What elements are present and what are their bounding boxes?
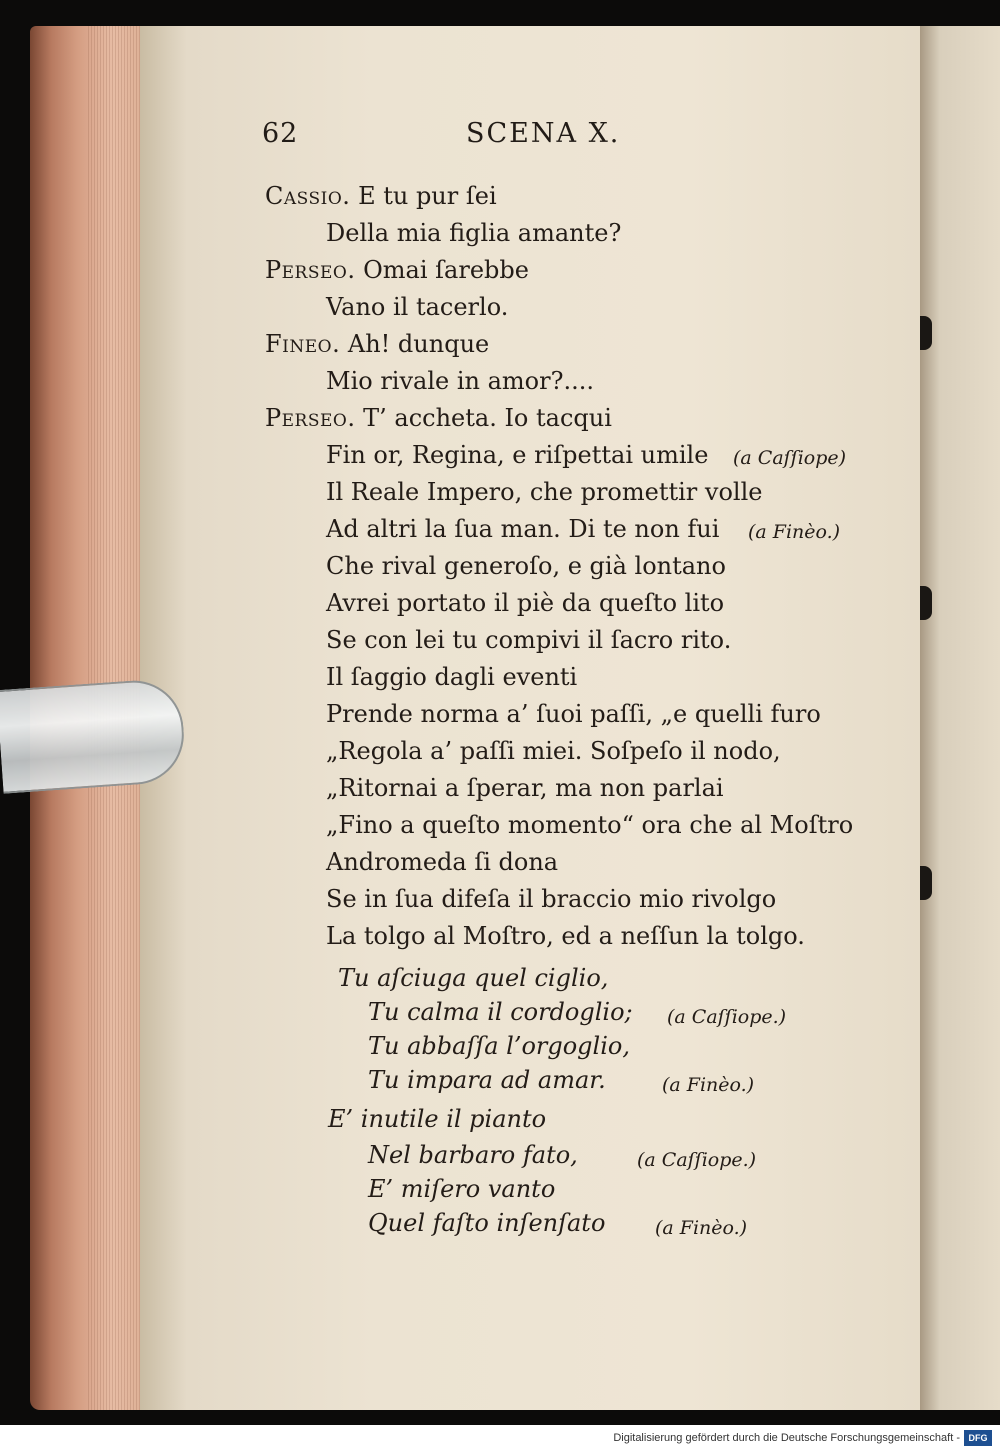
facing-page-edge bbox=[920, 26, 1000, 1410]
line-text: Che rival generoſo, e già lontano bbox=[326, 552, 726, 580]
page-tab bbox=[920, 866, 932, 900]
line-text: Se con lei tu compivi il ſacro rito. bbox=[326, 626, 732, 654]
stage-direction: (a Caſſiope) bbox=[733, 447, 847, 469]
running-head: SCENA X. bbox=[466, 118, 621, 149]
line-text: Della mia figlia amante? bbox=[326, 219, 622, 247]
line-text: Il Reale Impero, che promettir volle bbox=[326, 478, 763, 506]
page-tab bbox=[920, 586, 932, 620]
line-text: E tu pur ſei bbox=[358, 182, 497, 210]
text-line bbox=[265, 402, 612, 434]
text-line bbox=[265, 254, 529, 286]
line-text: Mio rivale in amor?.... bbox=[326, 367, 594, 395]
text-line bbox=[265, 328, 489, 360]
line-text: Vano il tacerlo. bbox=[326, 293, 509, 321]
text-line bbox=[326, 772, 724, 804]
page-header bbox=[262, 118, 830, 158]
text-line bbox=[326, 809, 853, 841]
line-text: Il ſaggio dagli eventi bbox=[326, 663, 578, 691]
aria-line: Quel faſto inſenſato bbox=[368, 1209, 606, 1237]
aria-line: Tu calma il cordoglio; bbox=[368, 998, 633, 1026]
text-line bbox=[326, 217, 621, 249]
line-text: Avrei portato il piè da queſto lito bbox=[326, 589, 725, 617]
line-text: Se in ſua difeſa il braccio mio rivolgo bbox=[326, 885, 777, 913]
speaker-name: Perseo. bbox=[265, 256, 356, 284]
aria-line: Tu impara ad amar. bbox=[368, 1066, 606, 1094]
text-line bbox=[326, 476, 762, 508]
text-line bbox=[326, 439, 708, 471]
text-line bbox=[326, 883, 776, 915]
stage-direction: (a Caſſiope.) bbox=[667, 1006, 787, 1028]
line-text: Omai ſarebbe bbox=[363, 256, 529, 284]
stage-direction: (a Finèo.) bbox=[748, 521, 841, 543]
line-text: „Ritornai a ſperar, ma non parlai bbox=[326, 774, 724, 802]
line-text: La tolgo al Moſtro, ed a neſſun la tolgo. bbox=[326, 922, 805, 950]
stage-direction: (a Caſſiope.) bbox=[637, 1149, 757, 1171]
text-line bbox=[326, 365, 594, 397]
text-line bbox=[326, 698, 821, 730]
speaker-name: Perseo. bbox=[265, 404, 356, 432]
aria-line: E’ inutile il pianto bbox=[328, 1105, 547, 1133]
line-text: Prende norma a’ ſuoi paſſi, „e quelli furo bbox=[326, 700, 821, 728]
text-line bbox=[326, 587, 724, 619]
text-line bbox=[326, 550, 726, 582]
line-text: Fin or, Regina, e riſpettai umile bbox=[326, 441, 709, 469]
line-text: Ad altri la ſua man. Di te non fui bbox=[326, 515, 720, 543]
speaker-name: Fineo. bbox=[265, 330, 341, 358]
text-line bbox=[326, 920, 805, 952]
stage-direction: (a Finèo.) bbox=[655, 1217, 748, 1239]
speaker-name: Cassio. bbox=[265, 182, 351, 210]
footer-bar bbox=[0, 1425, 1000, 1453]
text-line bbox=[326, 513, 719, 545]
page-tab bbox=[920, 316, 932, 350]
aria-line: Tu aſciuga quel ciglio, bbox=[338, 964, 609, 992]
line-text: T’ accheta. Io tacqui bbox=[363, 404, 612, 432]
text-line bbox=[326, 661, 577, 693]
text-line bbox=[326, 846, 558, 878]
line-text: Andromeda ſi dona bbox=[326, 848, 559, 876]
text-line bbox=[326, 624, 731, 656]
aria-line: E’ miſero vanto bbox=[368, 1175, 556, 1203]
text-line bbox=[326, 291, 508, 323]
text-line bbox=[326, 735, 781, 767]
aria-line: Nel barbaro fato, bbox=[368, 1141, 578, 1169]
line-text: Ah! dunque bbox=[347, 330, 490, 358]
page-number: 62 bbox=[262, 118, 299, 149]
line-text: „Fino a queſto momento“ ora che al Moſtro bbox=[326, 811, 854, 839]
aria-line: Tu abbaſſa l’orgoglio, bbox=[368, 1032, 630, 1060]
text-line bbox=[265, 180, 497, 212]
page-clamp bbox=[0, 677, 187, 794]
funding-credit: Digitalisierung gefördert durch die Deutsche Forschungsgemeinschaft - bbox=[613, 1432, 960, 1444]
line-text: „Regola a’ paſſi miei. Soſpeſo il nodo, bbox=[326, 737, 781, 765]
dfg-logo: DFG bbox=[964, 1430, 992, 1446]
stage-direction: (a Finèo.) bbox=[662, 1074, 755, 1096]
